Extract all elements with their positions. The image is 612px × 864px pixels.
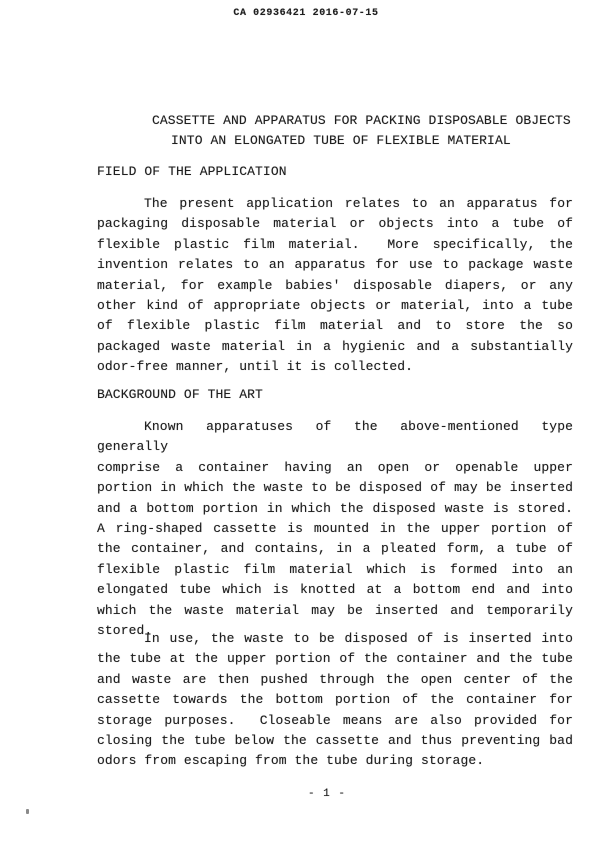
text-line: elongated tube which is knotted at a bottom end and into xyxy=(97,582,573,598)
text-line: storage purposes. Closeable means are also provided for xyxy=(97,712,573,728)
text-line: the container, and contains, in a pleated form, a tube of xyxy=(97,541,573,557)
text-line: flexible plastic film material. More specifically, the xyxy=(97,236,573,252)
text-line: of flexible plastic film material and to store the so xyxy=(97,318,573,334)
text-line: and a bottom portion in which the disposed waste is stored. xyxy=(97,500,573,516)
section-heading-field-of-application: FIELD OF THE APPLICATION xyxy=(97,164,287,179)
text-line: other kind of appropriate objects or material, into a tube xyxy=(97,298,573,314)
text-line: comprise a container having an open or openable upper xyxy=(97,459,573,475)
text-line: In use, the waste to be disposed of is inserted into xyxy=(144,631,573,646)
text-line: stored. xyxy=(97,623,153,639)
section-heading-background-of-art: BACKGROUND OF THE ART xyxy=(97,387,263,402)
page-number: - 1 - xyxy=(307,788,346,800)
text-line: closing the tube below the cassette and thus preventing bad xyxy=(97,733,573,749)
document-id-header: CA 02936421 2016-07-15 xyxy=(233,8,379,19)
text-line: A ring-shaped cassette is mounted in the upper portion of xyxy=(97,521,573,537)
document-title-line-2: INTO AN ELONGATED TUBE OF FLEXIBLE MATERIAL xyxy=(171,133,511,149)
text-line: the tube at the upper portion of the container and the tube xyxy=(97,651,573,667)
text-line: which the waste material may be inserted and temporarily xyxy=(97,602,573,618)
paragraph-background-1 xyxy=(97,417,573,641)
text-line: invention relates to an apparatus for use to package waste xyxy=(97,257,573,273)
text-line: material, for example babies' disposable diapers, or any xyxy=(97,277,573,293)
text-line: portion in which the waste to be disposed of may be inserted xyxy=(97,480,573,496)
document-title xyxy=(97,111,573,152)
scan-artifact-speck xyxy=(26,809,29,814)
text-line: cassette towards the bottom portion of the container for xyxy=(97,692,573,708)
document-title-line-1: CASSETTE AND APPARATUS FOR PACKING DISPOSABLE OBJECTS xyxy=(152,113,571,128)
text-line: odor-free manner, until it is collected. xyxy=(97,359,414,375)
text-line: packaged waste material in a hygienic and a substantially xyxy=(97,338,573,354)
paragraph-background-2 xyxy=(97,629,573,772)
text-line: odors from escaping from the tube during storage. xyxy=(97,753,485,769)
text-line: flexible plastic film material which is formed into an xyxy=(97,561,573,577)
text-line: Known apparatuses of the above-mentioned type generally xyxy=(97,419,573,455)
text-line: packaging disposable material or objects into a tube of xyxy=(97,216,573,232)
text-line: and waste are then pushed through the open center of the xyxy=(97,671,573,687)
paragraph-field-1 xyxy=(97,194,573,378)
text-line: The present application relates to an apparatus for xyxy=(144,196,573,211)
